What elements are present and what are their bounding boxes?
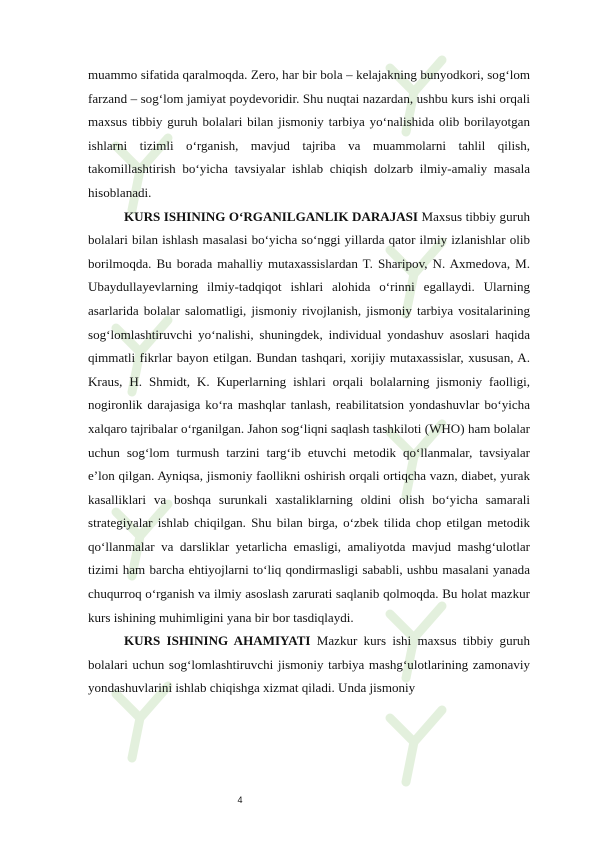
paragraph-intro-continuation	[88, 63, 530, 205]
paragraph-text: Mazkur kurs ishi maxsus tibbiy guruh bolalari uchun sog‘lomlashtiruvchi jismoniy tarbiya mashg‘ulotlarining zamonaviy yondashuvlarini ishlab chiqishga xizmat qiladi. Unda jismoniy	[88, 633, 530, 696]
paragraph-text: Maxsus tibbiy guruh bolalari bilan ishlash masalasi bo‘yicha so‘nggi yillarda qator ilmiy izlanishlar olib borilmoqda. Bu borada mahalliy mutaxassislardan T. Sharipov, N. Axmedova, M. Ubaydullayevlarning ilmiy-tadqiqot ishlari alohida o‘rinni egallaydi. Ularning asarlarida bolalar salomatligi, jismoniy rivojlanish, jismoniy tarbiya vositalarining sog‘lomlashtiruvchi yo‘nalishi, shuningdek, individual yondashuv asoslari haqida qimmatli fikrlar bayon etilgan. Bundan tashqari, xorijiy mutaxassislar, xususan, A. Kraus, H. Shmidt, K. Kuperlarning ishlari orqali bolalarning jismoniy faolligi, nogironlik darajasiga ko‘ra mashqlar tanlash, reabilitatsion yondashuvlar bo‘yicha xalqaro tajribalar o‘rganilgan. Jahon sog‘liqni saqlash tashkiloti (WHO) ham bolalar uchun sog‘lom turmush tarzini targ‘ib etuvchi metodik qo‘llanmalar, tavsiyalar e’lon qilgan. Ayniqsa, jismoniy faollikni oshirish orqali ortiqcha vazn, diabet, yurak kasalliklari va boshqa surunkali xastaliklarning oldini olish bo‘yicha samarali strategiyalar ishlab chiqilgan. Shu bilan birga, o‘zbek tilida chop etilgan metodik qo‘llanmalar va darsliklar yetarlicha emasligi, amaliyotda mavjud mashg‘ulotlar tizimi ham barcha ehtiyojlarni to‘liq qondirmasligi sababli, ushbu masalani yanada chuqurroq o‘rganish va ilmiy asoslash zarurati saqlanib qolmoqda. Bu holat mazkur kurs ishining muhimligini yana bir bor tasdiqlaydi.	[88, 208, 530, 625]
paragraph-importance	[88, 629, 530, 700]
page-number-text: 4	[237, 795, 243, 805]
paragraph-study-level	[88, 205, 530, 630]
document-body	[88, 63, 530, 700]
watermark-logo-icon	[372, 690, 468, 800]
section-heading-importance: KURS ISHINING AHAMIYATI	[124, 633, 311, 649]
paragraph-text: muammo sifatida qaralmoqda. Zero, har bir bola – kelajakning bunyodkori, sog‘lom farzand – sog‘lom jamiyat poydevoridir. Shu nuqtai nazardan, ushbu kurs ishi orqali maxsus tibbiy guruh bolalari bilan jismoniy tarbiya yo‘nalishida olib borilayotgan ishlarni tizimli o‘rganish, mavjud tajriba va muammolarni tahlil qilish, takomillashtirish bo‘yicha tavsiyalar ishlab chiqish dolzarb ilmiy-amaliy masala hisoblanadi.	[88, 67, 530, 200]
page-number	[0, 795, 596, 805]
section-heading-study-level: KURS ISHINING O‘RGANILGANLIK DARAJASI	[124, 208, 418, 224]
